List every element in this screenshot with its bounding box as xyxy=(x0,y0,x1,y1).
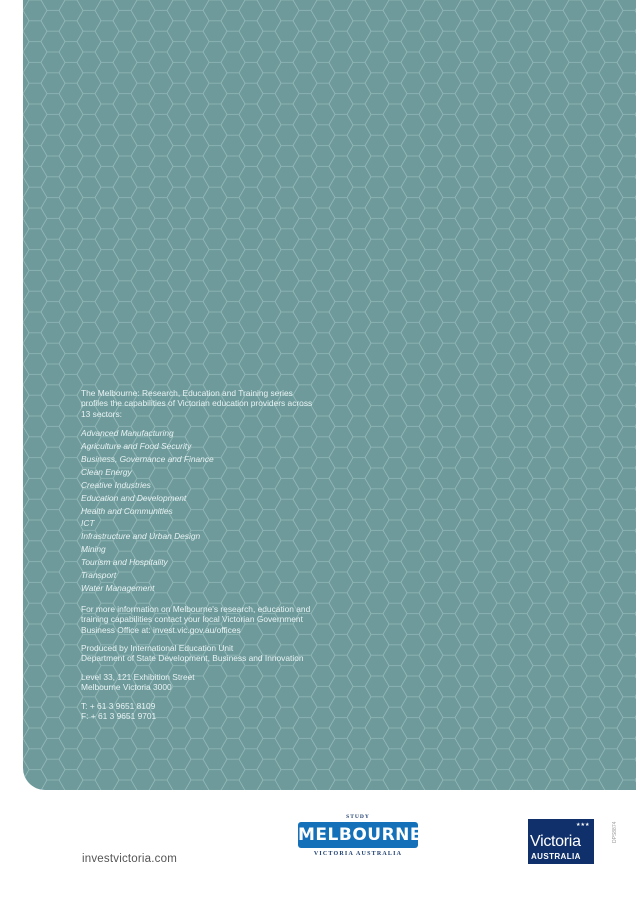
logo-victoria-australia-text: VICTORIA AUSTRALIA xyxy=(313,851,403,857)
list-item: Tourism and Hospitality xyxy=(81,557,168,568)
logo-study-text: STUDY xyxy=(346,814,370,820)
list-item: Health and Communities xyxy=(81,505,173,516)
address xyxy=(81,672,321,693)
list-item: Education and Development xyxy=(81,492,187,503)
list-item: Clean Energy xyxy=(81,466,132,477)
list-item: Mining xyxy=(81,544,106,555)
logo-melbourne-text: MELBOURNE xyxy=(298,822,418,848)
list-item: ICT xyxy=(81,518,95,529)
back-cover-text xyxy=(81,388,321,729)
series-intro: The Melbourne: Research, Education and Training series profiles the capabilities of Victorian education providers across 13 sectors: xyxy=(81,388,313,419)
list-item: Agriculture and Food Security xyxy=(81,441,192,452)
phone-number: T: + 61 3 9651 8109 xyxy=(81,700,156,711)
study-melbourne-logo xyxy=(298,814,423,868)
address-city: Melbourne Victoria 3000 xyxy=(81,682,172,693)
produced-by xyxy=(81,643,321,664)
list-item: Transport xyxy=(81,570,117,581)
logo-australia-text: AUSTRALIA xyxy=(531,852,581,861)
victoria-government-logo xyxy=(528,819,594,864)
list-item: Water Management xyxy=(81,582,155,593)
document-code: DPS8874 xyxy=(612,821,618,843)
produced-by-unit: Produced by International Education Unit xyxy=(81,643,234,654)
southern-cross-icon: ★★★ xyxy=(576,822,590,828)
list-item: Advanced Manufacturing xyxy=(81,428,174,439)
fax-number: F: + 61 3 9651 9701 xyxy=(81,711,157,722)
contact-numbers xyxy=(81,701,321,722)
website-link[interactable]: investvictoria.com xyxy=(82,853,177,865)
logo-victoria-text: Victoria xyxy=(530,833,581,850)
list-item: Creative Industries xyxy=(81,479,151,490)
address-street: Level 33, 121 Exhibition Street xyxy=(81,671,195,682)
cover-panel xyxy=(23,0,636,790)
list-item: Infrastructure and Urban Design xyxy=(81,531,201,542)
list-item: Business, Governance and Finance xyxy=(81,454,214,464)
sector-list xyxy=(81,427,321,595)
produced-by-department: Department of State Development, Business and Innovation xyxy=(81,653,304,664)
more-info-text: For more information on Melbourne's research, education and training capabilities contact your local Victorian Government Business Office at: invest.vic.gov.au/offices xyxy=(81,603,311,635)
